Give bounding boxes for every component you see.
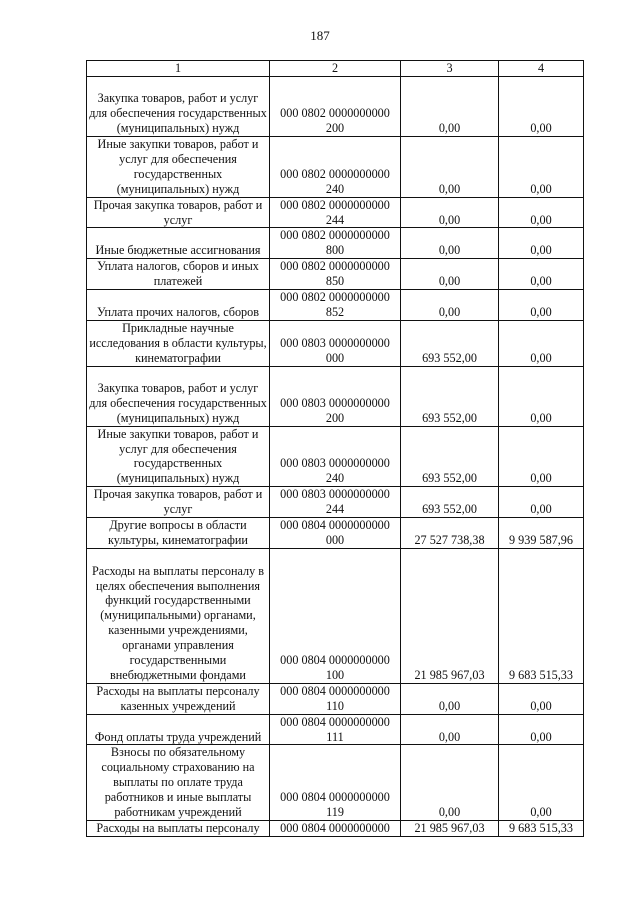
table-row [87, 487, 584, 518]
row-value-4: 0,00 [499, 77, 584, 137]
header-row [87, 61, 584, 77]
table-row [87, 259, 584, 290]
row-code: 000 0804 0000000000 100 [270, 548, 401, 683]
table-row [87, 320, 584, 366]
table-row [87, 426, 584, 487]
row-value-3: 0,00 [401, 197, 499, 228]
row-name: Взносы по обязательному социальному страхованию на выплаты по оплате труда работников и иные выплаты работникам учреждений [87, 745, 270, 821]
row-value-3: 693 552,00 [401, 426, 499, 487]
row-code: 000 0802 0000000000 850 [270, 259, 401, 290]
row-value-3: 21 985 967,03 [401, 821, 499, 837]
row-name: Прочая закупка товаров, работ и услуг [87, 487, 270, 518]
column-header: 2 [270, 61, 401, 77]
row-name: Закупка товаров, работ и услуг для обеспечения государственных (муниципальных) нужд [87, 77, 270, 137]
row-value-4: 0,00 [499, 366, 584, 426]
table-row [87, 518, 584, 549]
row-code: 000 0803 0000000000 200 [270, 366, 401, 426]
row-code: 000 0804 0000000000 119 [270, 745, 401, 821]
row-value-4: 0,00 [499, 197, 584, 228]
table-row [87, 745, 584, 821]
row-value-4: 9 683 515,33 [499, 821, 584, 837]
row-name: Уплата прочих налогов, сборов [87, 290, 270, 321]
row-code: 000 0803 0000000000 240 [270, 426, 401, 487]
row-name: Фонд оплаты труда учреждений [87, 714, 270, 745]
row-value-3: 21 985 967,03 [401, 548, 499, 683]
table-row [87, 366, 584, 426]
row-value-3: 693 552,00 [401, 366, 499, 426]
row-value-3: 27 527 738,38 [401, 518, 499, 549]
table-row [87, 714, 584, 745]
table-row [87, 137, 584, 198]
table-row [87, 290, 584, 321]
row-code: 000 0802 0000000000 240 [270, 137, 401, 198]
row-name: Иные бюджетные ассигнования [87, 228, 270, 259]
row-value-3: 0,00 [401, 714, 499, 745]
row-name: Прочая закупка товаров, работ и услуг [87, 197, 270, 228]
row-code: 000 0802 0000000000 200 [270, 77, 401, 137]
row-code: 000 0804 0000000000 000 [270, 518, 401, 549]
row-value-4: 9 939 587,96 [499, 518, 584, 549]
column-header: 1 [87, 61, 270, 77]
table-row [87, 228, 584, 259]
row-name: Расходы на выплаты персоналу в целях обеспечения выполнения функций государственными (муниципальными) органами, казенными учреждениями, органами управления государственными внебюджетными фондами [87, 548, 270, 683]
row-name: Другие вопросы в области культуры, кинематографии [87, 518, 270, 549]
table-row [87, 197, 584, 228]
table-row [87, 77, 584, 137]
row-value-4: 0,00 [499, 320, 584, 366]
row-code: 000 0802 0000000000 800 [270, 228, 401, 259]
row-code: 000 0803 0000000000 000 [270, 320, 401, 366]
page-number: 187 [310, 28, 330, 43]
row-value-3: 0,00 [401, 745, 499, 821]
column-header: 3 [401, 61, 499, 77]
row-value-3: 693 552,00 [401, 487, 499, 518]
row-value-4: 9 683 515,33 [499, 548, 584, 683]
row-name: Иные закупки товаров, работ и услуг для обеспечения государственных (муниципальных) нужд [87, 137, 270, 198]
row-value-3: 0,00 [401, 259, 499, 290]
table-row [87, 548, 584, 683]
row-name: Расходы на выплаты персоналу [87, 821, 270, 837]
row-value-4: 0,00 [499, 487, 584, 518]
row-value-4: 0,00 [499, 137, 584, 198]
budget-table [86, 60, 584, 837]
row-value-3: 0,00 [401, 683, 499, 714]
table-row [87, 683, 584, 714]
row-value-4: 0,00 [499, 683, 584, 714]
row-code: 000 0802 0000000000 852 [270, 290, 401, 321]
row-value-4: 0,00 [499, 714, 584, 745]
row-value-4: 0,00 [499, 259, 584, 290]
row-value-3: 0,00 [401, 137, 499, 198]
row-name: Прикладные научные исследования в области культуры, кинематографии [87, 320, 270, 366]
row-name: Закупка товаров, работ и услуг для обеспечения государственных (муниципальных) нужд [87, 366, 270, 426]
row-value-4: 0,00 [499, 745, 584, 821]
row-value-3: 0,00 [401, 290, 499, 321]
row-code: 000 0804 0000000000 110 [270, 683, 401, 714]
row-code: 000 0804 0000000000 [270, 821, 401, 837]
column-header: 4 [499, 61, 584, 77]
table-row [87, 821, 584, 837]
row-value-4: 0,00 [499, 228, 584, 259]
row-name: Расходы на выплаты персоналу казенных учреждений [87, 683, 270, 714]
row-value-3: 0,00 [401, 228, 499, 259]
row-value-3: 0,00 [401, 77, 499, 137]
row-value-3: 693 552,00 [401, 320, 499, 366]
row-value-4: 0,00 [499, 426, 584, 487]
row-name: Уплата налогов, сборов и иных платежей [87, 259, 270, 290]
row-code: 000 0804 0000000000 111 [270, 714, 401, 745]
row-code: 000 0803 0000000000 244 [270, 487, 401, 518]
row-code: 000 0802 0000000000 244 [270, 197, 401, 228]
row-name: Иные закупки товаров, работ и услуг для обеспечения государственных (муниципальных) нужд [87, 426, 270, 487]
row-value-4: 0,00 [499, 290, 584, 321]
